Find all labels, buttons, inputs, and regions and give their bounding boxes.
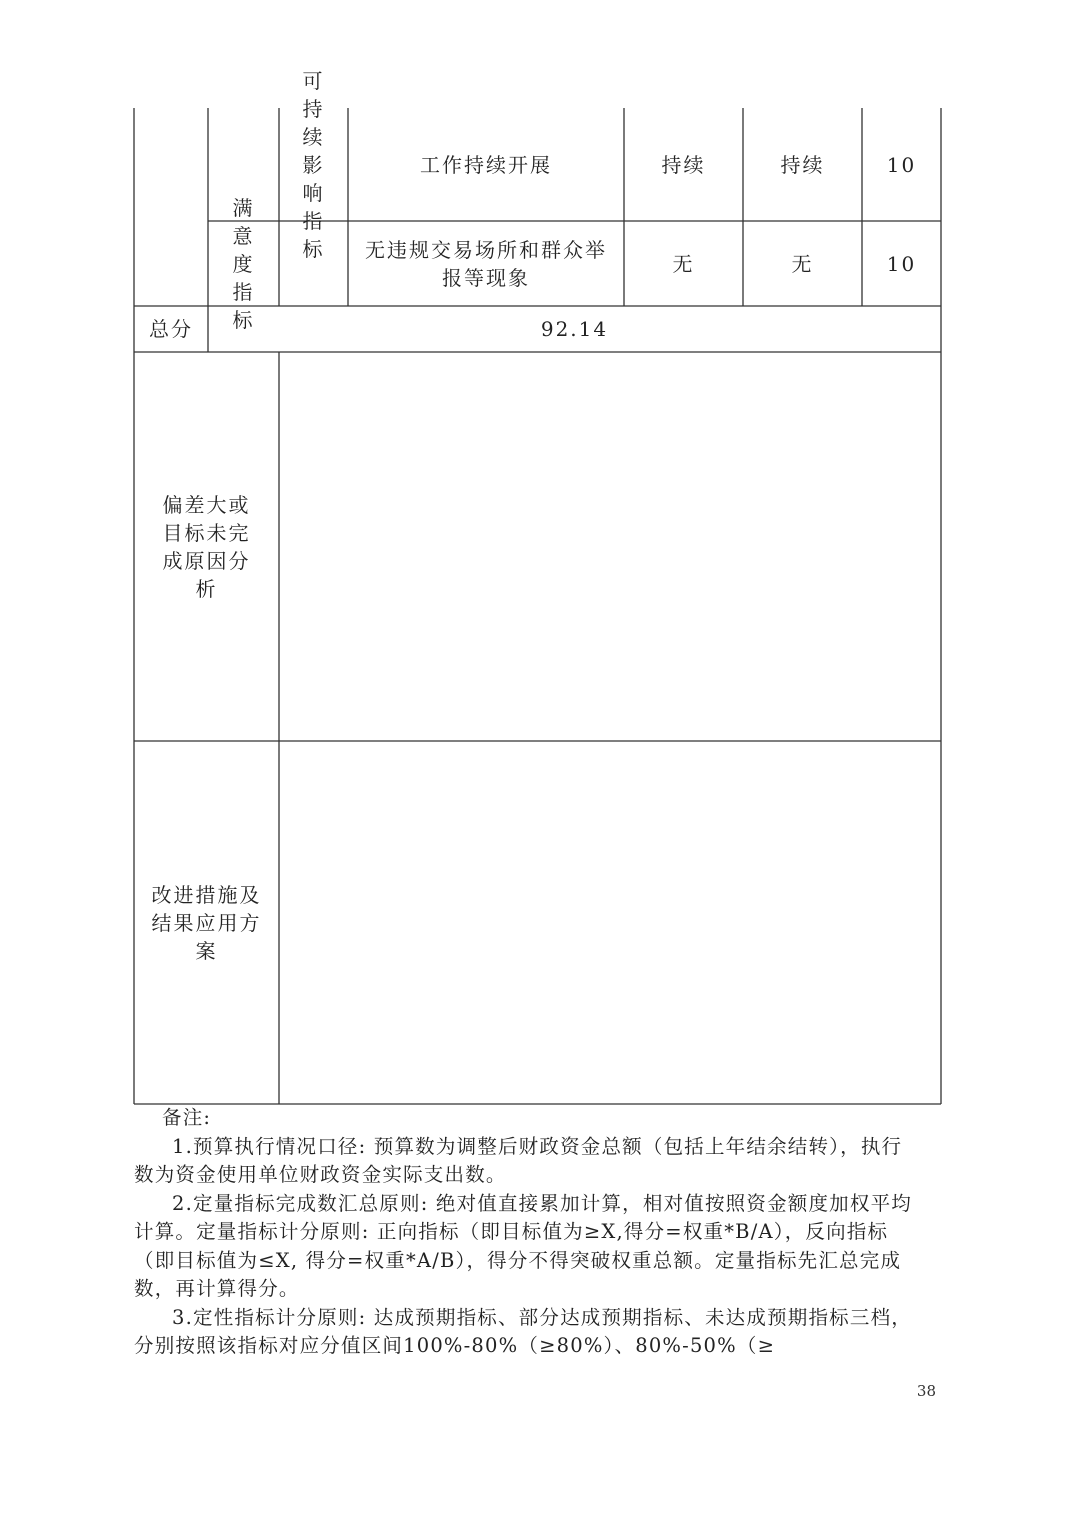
total-score-label: 总分 [149,317,193,341]
total-score-value: 92.14 [540,317,609,341]
score-cell: 10 [886,152,917,177]
deviation-analysis-content[interactable] [279,352,941,741]
notes-section [134,1104,914,1361]
notes-heading: 备注: [162,1106,212,1129]
page-number: 38 [916,1382,936,1400]
deviation-analysis-label: 偏差大或目标未完成原因分析 [162,492,251,601]
indicator-item-cell: 无违规交易场所和群众举报等现象 [365,237,607,290]
note-item: 2.定量指标完成数汇总原则: 绝对值直接累加计算，相对值按照资金额度加权平均计算。定量指标计分原则: 正向指标（即目标值为≥X,得分=权重*B/A），反向指标（即目标值为≤X, 得分=权重*A/B），得分不得突破权重总额。定量指标先汇总完成数，再计算得分。 [134,1191,912,1300]
actual-value-cell: 无 [791,251,814,276]
indicator-type-cell: 满意度指标 [232,195,255,332]
improvement-plan-content[interactable] [279,741,941,1104]
note-item: 1.预算执行情况口径: 预算数为调整后财政资金总额（包括上年结余结转），执行数为资金使用单位财政资金实际支出数。 [134,1134,903,1186]
target-value-cell: 无 [672,251,695,276]
target-value-cell: 持续 [661,152,706,177]
note-item: 3.定性指标计分原则: 达成预期指标、部分达成预期指标、未达成预期指标三档，分别按照该指标对应分值区间100%-80%（≥80%）、80%-50%（≥ [134,1305,912,1357]
actual-value-cell: 持续 [780,152,825,177]
improvement-plan-label: 改进措施及结果应用方案 [151,882,262,963]
indicator-item-cell: 工作持续开展 [420,152,552,177]
score-cell: 10 [886,251,917,276]
indicator-type-cell: 可持续影响指标 [302,68,325,261]
